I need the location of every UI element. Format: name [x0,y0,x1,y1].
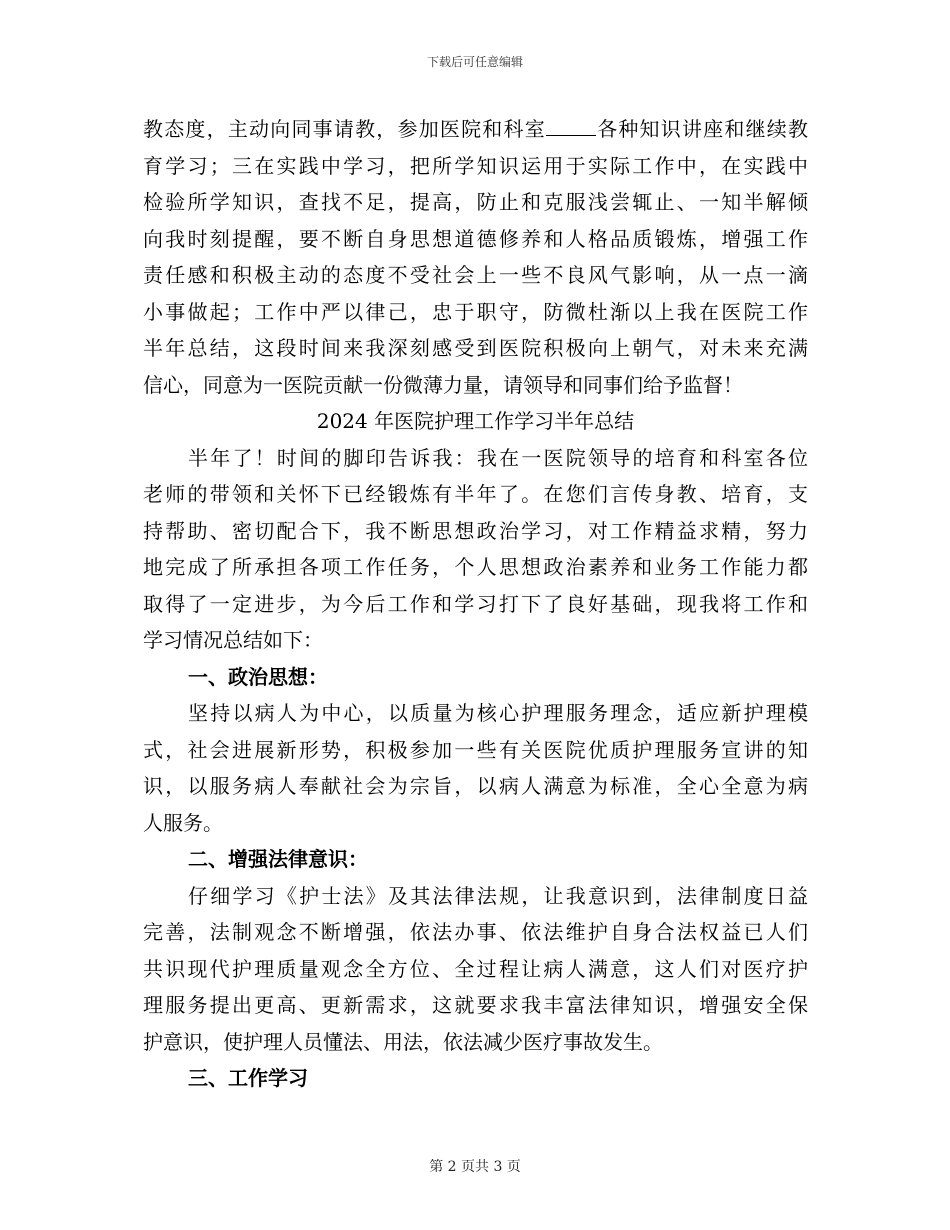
paragraph-line: 取得了一定进步，为今后工作和学习打下了良好基础，现我将工作和 [143,591,808,616]
paragraph-line: 护意识，使护理人员懂法、用法，依法减少医疗事故发生。 [143,1029,663,1054]
paragraph-line: 信心，同意为一医院贡献一份微薄力量，请领导和同事们给予监督！ [143,372,743,397]
subheading: 一、政治思想： [188,664,328,689]
subheading: 三、工作学习 [188,1066,308,1090]
paragraph-line: 共识现代护理质量观念全方位、全过程让病人满意，这人们对医疗护 [143,956,808,981]
subheading: 二、增强法律意识： [188,847,368,871]
paragraph-line: 识，以服务病人奉献社会为宗旨，以病人满意为标准，全心全意为病 [143,774,808,798]
paragraph-line: 地完成了所承担各项工作任务，个人思想政治素养和业务工作能力都 [143,555,808,579]
paragraph-line: 完善，法制观念不断增强，依法办事、依法维护自身合法权益已人们 [143,920,808,944]
paragraph-line: 半年了！时间的脚印告诉我：我在一医院领导的培育和科室各位 [188,445,808,470]
page-header: 下载后可任意编辑 [426,55,523,69]
paragraph-line: 检验所学知识，查找不足，提高，防止和克服浅尝辄止、一知半解倾 [143,190,808,214]
paragraph-line: 老师的带领和关怀下已经锻炼有半年了。在您们言传身教、培育，支 [143,482,808,506]
page-footer: 第 2 页共 3 页 [429,1159,521,1175]
paragraph-line: 人服务。 [143,810,223,835]
paragraph-line: 持帮助、密切配合下，我不断思想政治学习，对工作精益求精，努力 [143,518,808,543]
paragraph-line: 责任感和积极主动的态度不受社会上一些不良风气影响，从一点一滴 [143,263,808,287]
paragraph-line: 教态度，主动向同事请教，参加医院和科室 各种知识讲座和继续教 [143,117,809,141]
paragraph-line: 理服务提出更高、更新需求，这就要求我丰富法律知识，增强安全保 [143,993,808,1017]
document-body [143,111,808,1097]
paragraph-line: 向我时刻提醒，要不断自身思想道德修养和人格品质锻炼，增强工作 [143,226,808,251]
paragraph-line: 仔细学习《护士法》及其法律法规，让我意识到，法律制度日益 [188,883,808,908]
paragraph-line: 半年总结，这段时间来我深刻感受到医院积极向上朝气，对未来充满 [143,336,808,360]
paragraph-line: 式，社会进展新形势，积极参加一些有关医院优质护理服务宣讲的知 [143,737,808,762]
fill-in-blank [546,117,596,136]
paragraph-line: 学习情况总结如下： [143,628,323,652]
paragraph-line: 坚持以病人为中心，以质量为核心护理服务理念，适应新护理模 [188,701,808,725]
paragraph-line: 育学习；三在实践中学习，把所学知识运用于实际工作中，在实践中 [143,153,808,178]
paragraph-line: 小事做起；工作中严以律己，忠于职守，防微杜渐以上我在医院工作 [143,299,808,324]
section-title: 2024 年医院护理工作学习半年总结 [316,409,635,433]
